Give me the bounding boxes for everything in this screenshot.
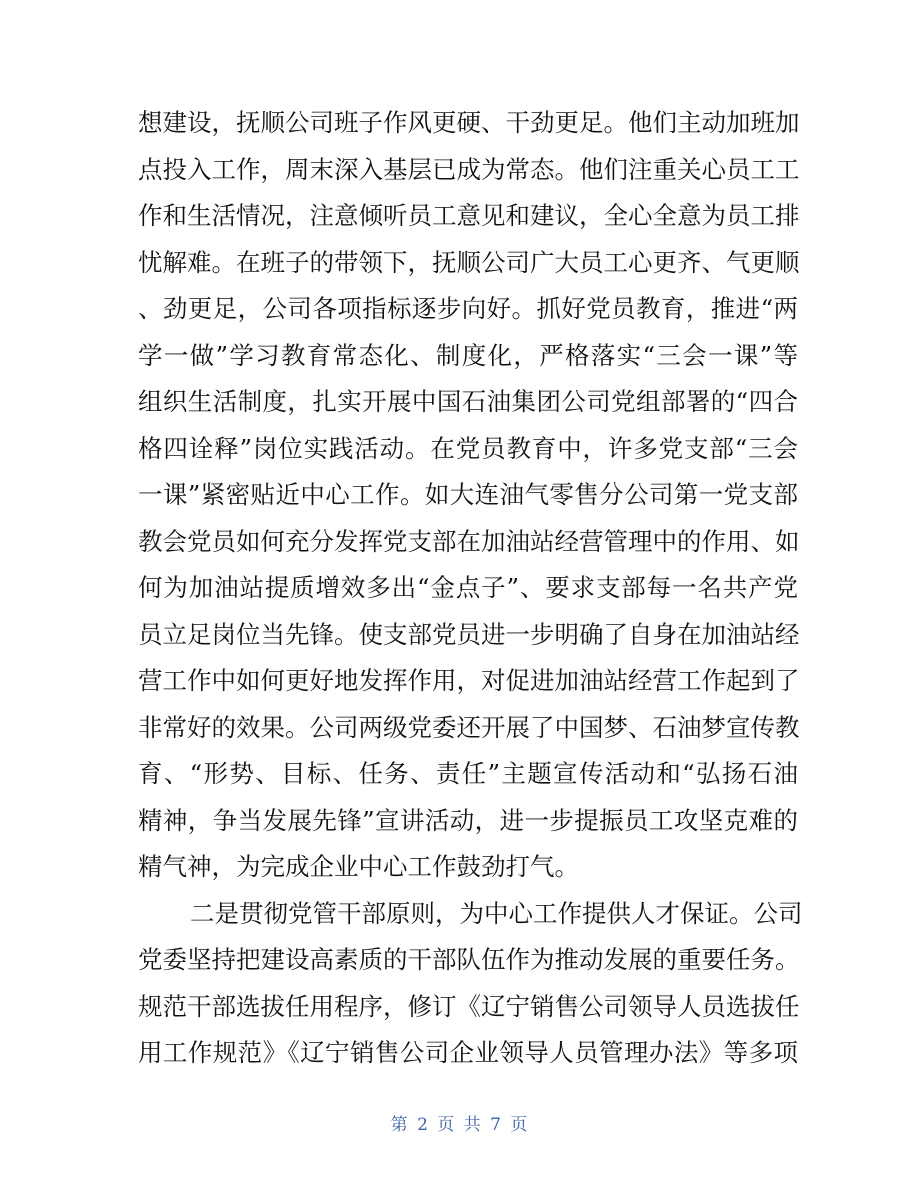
text-line: 营工作中如何更好地发挥作用，对促进加油站经营工作起到了 (138, 666, 800, 695)
text-line: 规范干部选拔任用程序，修订《辽宁销售公司领导人员选拔任 (138, 991, 800, 1021)
text-line: 二是贯彻党管干部原则，为中心工作提供人才保证。公司 (190, 898, 803, 928)
document-body (138, 100, 803, 1077)
text-line: 教会党员如何充分发挥党支部在加油站经营管理中的作用、如 (138, 526, 800, 556)
text-line: 作和生活情况，注意倾听员工意见和建议，全心全意为员工排 (138, 201, 800, 230)
text-line: 点投入工作，周末深入基层已成为常态。他们注重关心员工工 (138, 154, 800, 184)
text-line: 学一做”学习教育常态化、制度化，严格落实“三会一课”等 (138, 340, 798, 370)
text-line: 精气神，为完成企业中心工作鼓劲打气。 (138, 852, 579, 881)
text-line: 、劲更足，公司各项指标逐步向好。抓好党员教育，推进“两 (138, 294, 798, 323)
text-line: 用工作规范》《辽宁销售公司企业领导人员管理办法》等多项 (138, 1038, 798, 1067)
text-line: 党委坚持把建设高素质的干部队伍作为推动发展的重要任务。 (138, 945, 800, 974)
text-line: 育、“形势、目标、任务、责任”主题宣传活动和“弘扬石油 (138, 759, 798, 788)
text-line: 员立足岗位当先锋。使支部党员进一步明确了自身在加油站经 (138, 619, 800, 649)
text-line: 精神，争当发展先锋”宣讲活动，进一步提振员工攻坚克难的 (138, 805, 798, 835)
text-line: 非常好的效果。公司两级党委还开展了中国梦、石油梦宣传教 (138, 712, 800, 742)
text-line: 何为加油站提质增效多出“金点子”、要求支部每一名共产党 (138, 573, 798, 602)
text-line: 组织生活制度，扎实开展中国石油集团公司党组部署的“四合 (138, 387, 798, 416)
paragraph (138, 100, 798, 891)
text-line: 想建设，抚顺公司班子作风更硬、干劲更足。他们主动加班加 (138, 108, 800, 137)
text-line: 格四诠释”岗位实践活动。在党员教育中，许多党支部“三会 (138, 433, 798, 463)
paragraph (138, 891, 803, 1077)
text-line: 一课”紧密贴近中心工作。如大连油气零售分公司第一党支部 (138, 480, 798, 509)
page-number-footer: 第 2 页 共 7 页 (390, 1115, 530, 1135)
text-line: 忧解难。在班子的带领下，抚顺公司广大员工心更齐、气更顺 (138, 247, 800, 277)
